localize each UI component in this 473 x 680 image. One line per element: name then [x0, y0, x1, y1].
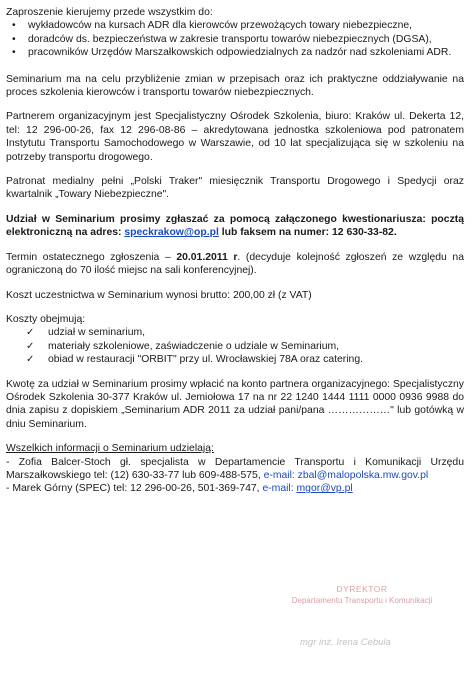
media-paragraph: Patronat medialny pełni „Polski Traker" miesięcznik Transportu Drogowego i Spedycji oraz kwartalnik „Towary Niebezpieczne".	[6, 176, 464, 201]
checkmark-icon: ✓	[26, 354, 35, 366]
list-item: ✓ obiad w restauracji "ORBIT" przy ul. Wrocławskiej 78A oraz catering.	[26, 354, 363, 366]
list-item: ✓ udział w seminarium,	[26, 327, 146, 339]
stamp-title: DYREKTOR	[336, 584, 388, 594]
contact-1-email[interactable]: e-mail: zbal@malopolska.mw.gov.pl	[263, 469, 429, 481]
list-item: • wykładowców na kursach ADR dla kierowców przewożących towary niebezpieczne,	[12, 20, 413, 32]
checkmark-icon: ✓	[26, 340, 35, 352]
registration-paragraph: Udział w Seminarium prosimy zgłaszać za pomocą załączonego kwestionariusza: pocztą elektroniczną na adres: speckrakow@op.pl lub faksem na numer: 12 630-33-82.	[6, 213, 464, 239]
registration-email-link[interactable]: speckrakow@op.pl	[124, 227, 219, 239]
signature: mgr inż. Irena Cebula	[300, 637, 391, 648]
checkmark-icon: ✓	[26, 327, 35, 339]
info-heading: Wszelkich informacji o Seminarium udzielają:	[6, 443, 214, 455]
intro-text: Zaproszenie kierujemy przede wszystkim do:	[6, 7, 213, 18]
deadline-date: 20.01.2011 r	[176, 251, 238, 263]
costs-cover-label: Koszty obejmują:	[6, 313, 86, 325]
partner-paragraph: Partnerem organizacyjnym jest Specjalistyczny Ośrodek Szkolenia, biuro: Kraków ul. Dekerta 12, tel: 12 296-00-26, fax 12 296-08-86 – akredytowana jednostka szkoleniowa pod patronatem Instytutu Transportu Samochodowego w Warszawie, od 10 lat specjalizująca się w szkoleniu na potrzeby transportu drogowego.	[6, 111, 464, 163]
payment-paragraph: Kwotę za udział w Seminarium prosimy wpłacić na konto partnera organizacyjnego: Specjalistyczny Ośrodek Szkolenia 30-377 Kraków ul. Jemiołowa 17 na nr 22 1240 1444 1111 0000 0936 9988 do dnia zapisu z dopiskiem „Seminarium ADR 2011 za udział pani/pana ………………" lub gotówką w dniu Seminarium.	[6, 378, 464, 430]
deadline-paragraph: Termin ostatecznego zgłoszenia – 20.01.2011 r. (decyduje kolejność zgłoszeń ze względu na ograniczoną do 70 ilość miejsc na sali konferencyjnej).	[6, 251, 464, 277]
document-body	[6, 6, 464, 496]
contact-2-email-link[interactable]: mgor@vp.pl	[296, 483, 353, 495]
bullet-icon: •	[12, 33, 16, 45]
costs-cover-list	[6, 326, 464, 366]
bullet-icon: •	[12, 20, 16, 32]
cost-paragraph: Koszt uczestnictwa w Seminarium wynosi brutto: 200,00 zł (z VAT)	[6, 289, 312, 301]
list-item: • doradców ds. bezpieczeństwa w zakresie transportu towarów niebezpiecznych (DGSA),	[12, 33, 432, 45]
contact-2: - Marek Górny (SPEC) tel: 12 296-00-26, 501-369-747, e-mail: mgor@vp.pl	[6, 483, 353, 495]
bullet-icon: •	[12, 47, 16, 59]
contact-1: - Zofia Balcer-Stoch gł. specjalista w Departamencie Transportu i Komunikacji Urzędu Marszałkowskiego tel: (12) 630-33-77 lub 609-488-575, e-mail: zbal@malopolska.mw.gov.pl	[6, 456, 464, 481]
stamp-department: Departamentu Transportu i Komunikacji	[291, 596, 433, 605]
goal-paragraph: Seminarium ma na celu przybliżenie zmian w przepisach oraz ich praktyczne oddziaływanie na proces szkolenia kierowców i transportu towarów niebezpiecznych.	[6, 73, 464, 99]
audience-list	[6, 19, 464, 59]
list-item: • pracowników Urzędów Marszałkowskich odpowiedzialnych za nadzór nad szkoleniami ADR.	[12, 47, 452, 59]
list-item: ✓ materiały szkoleniowe, zaświadczenie o udziale w Seminarium,	[26, 340, 340, 352]
